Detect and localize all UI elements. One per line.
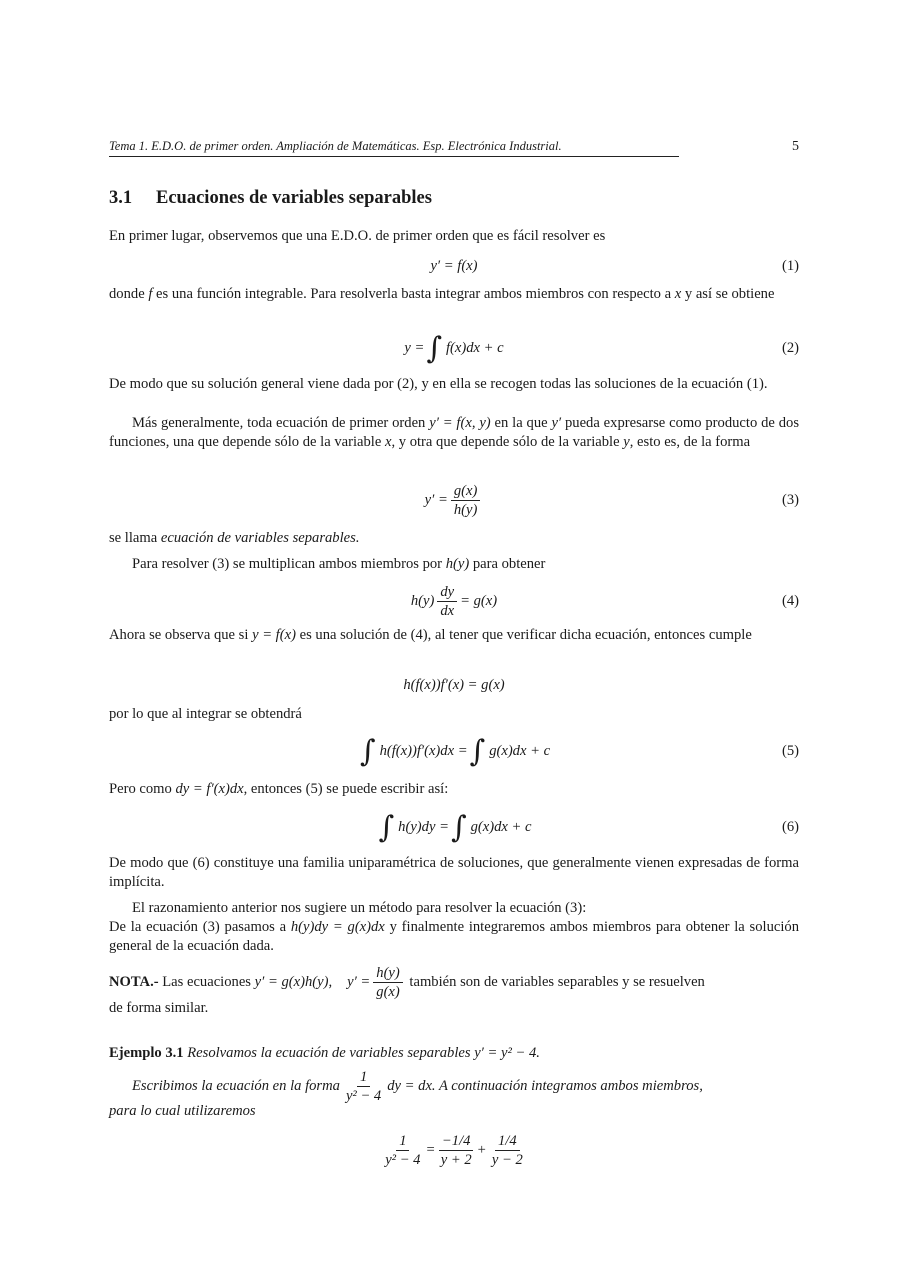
equation-3: y′ = $\frac{g(x)}{h(y)}$ (3) xyxy=(109,480,799,520)
section-title: Ecuaciones de variables separables xyxy=(156,188,432,208)
equation-2: y = ∫ f(x)dx + c (2) xyxy=(109,328,799,368)
example-statement: Ejemplo 3.1 Resolvamos la ecuación de variables separables y′ = y² − 4. xyxy=(109,1045,540,1061)
paragraph-12: De la ecuación (3) pasamos a h(y)dy = g(x)dx y finalmente integraremos ambos miembros para obtener la solución general de la ecuación dada. xyxy=(109,919,800,954)
paragraph-7: Ahora se observa que si y = f(x) es una solución de (4), al tener que verificar dicha ecuación, entonces cumple xyxy=(109,627,752,643)
equation-partial-fractions: $\frac{1}{\text{y² − 4}}$ = $\frac{-1/4}{y + 2}$ + $\frac{1/4}{y - 2}$ xyxy=(385,1132,523,1168)
running-header: Tema 1. E.D.O. de primer orden. Ampliación de Matemáticas. Esp. Electrónica Industrial. xyxy=(109,139,679,157)
section-number: 3.1 xyxy=(109,188,133,208)
equation-4-label: (4) xyxy=(781,592,799,609)
equation-2-label: (2) xyxy=(781,339,799,356)
example-line-2: para lo cual utilizaremos xyxy=(109,1103,256,1119)
equation-1-label: (1) xyxy=(781,257,799,274)
page-number: 5 xyxy=(792,139,799,154)
paragraph-9: Pero como dy = f′(x)dx, entonces (5) se puede escribir así: xyxy=(109,781,449,797)
equation-6: ∫ h(y)dy = ∫ g(x)dx + c (6) xyxy=(109,807,799,847)
paragraph-3: De modo que su solución general viene dada por (2), y en ella se recogen todas las soluciones de la ecuación (1). xyxy=(109,376,768,392)
equation-3-label: (3) xyxy=(781,491,799,508)
equation-4: h(y) $\frac{dy}{dx}$ = g(x) (4) xyxy=(109,581,799,621)
paragraph-4: Más generalmente, toda ecuación de primer orden y′ = f(x, y) en la que y′ pueda expresarse como producto de dos funciones, una que depende sólo de la variable x, y otra que depende sólo de la variable y, esto es, de la forma xyxy=(109,415,799,450)
paragraph-10: De modo que (6) constituye una familia uniparamétrica de soluciones, que generalmente vienen expresadas de forma implícita. xyxy=(109,855,799,890)
equation-unnumbered: h(f(x))f′(x) = g(x) xyxy=(403,676,505,693)
paragraph-2: donde f es una función integrable. Para resolverla basta integrar ambos miembros con respecto a x y así se obtiene xyxy=(109,286,775,302)
example-line-1: Escribimos la ecuación en la forma $\frac{1}{\text{y² − 4}}$ dy = dx. A continuación integramos ambos miembros, xyxy=(132,1068,703,1104)
equation-5-label: (5) xyxy=(781,742,799,759)
nota-line-2: de forma similar. xyxy=(109,1000,209,1016)
equation-5: ∫ h(f(x))f′(x)dx = ∫ g(x)dx + c (5) xyxy=(109,731,799,771)
example-label: Ejemplo 3.1 xyxy=(109,1045,184,1061)
nota-line-1: NOTA.- Las ecuaciones y′ = g(x)h(y), y′ = $\frac{h(y)}{g(x)}$ también son de variables separables y se resuelven xyxy=(109,964,705,1000)
paragraph-1: En primer lugar, observemos que una E.D.O. de primer orden que es fácil resolver es xyxy=(109,228,606,244)
equation-6-label: (6) xyxy=(781,818,799,835)
paragraph-8: por lo que al integrar se obtendrá xyxy=(109,706,302,722)
integral-sign: ∫ xyxy=(426,331,442,366)
paragraph-6: Para resolver (3) se multiplican ambos miembros por h(y) para obtener xyxy=(132,556,546,572)
equation-1 xyxy=(109,246,799,286)
paragraph-5: se llama ecuación de variables separables. xyxy=(109,530,360,546)
section-heading xyxy=(109,188,432,209)
paragraph-11: El razonamiento anterior nos sugiere un método para resolver la ecuación (3): xyxy=(132,900,587,916)
equation-1-body: y′ = f(x) xyxy=(430,257,478,274)
nota-label: NOTA.- xyxy=(109,973,159,990)
